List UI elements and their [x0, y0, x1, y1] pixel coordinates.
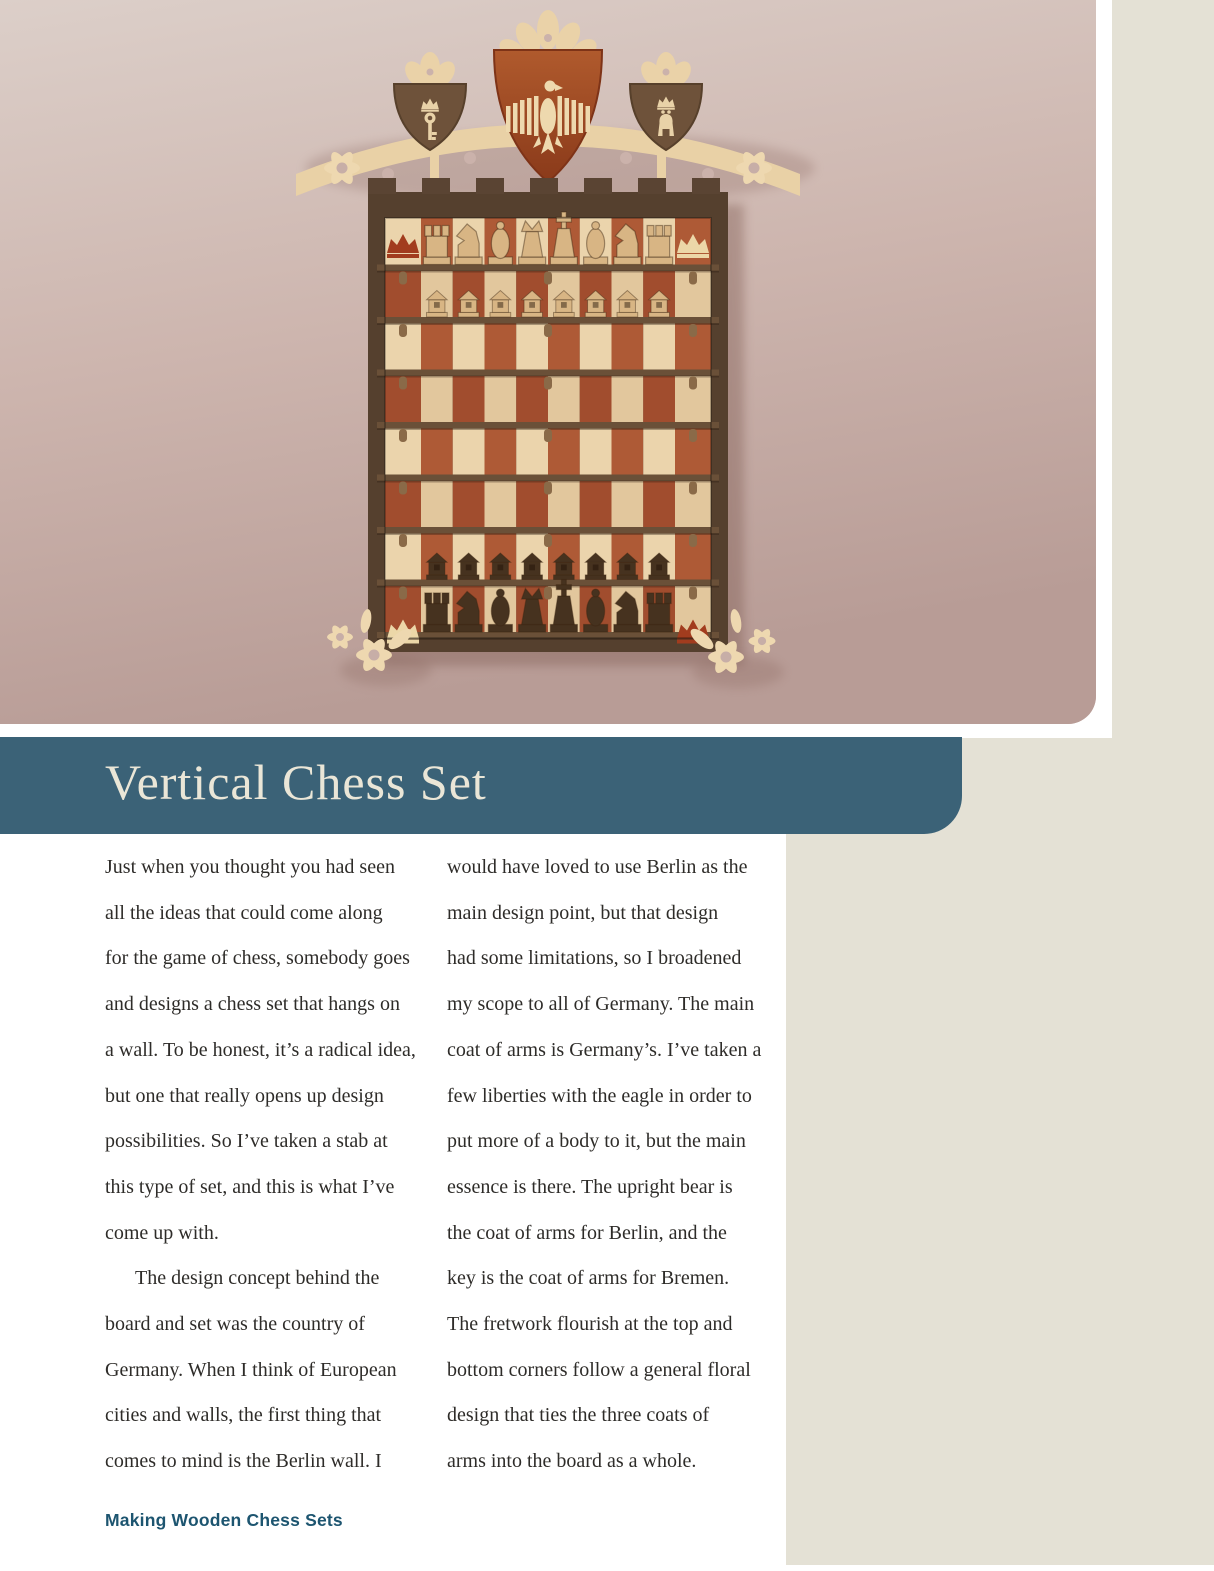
text-line: The design concept behind the	[105, 1267, 380, 1290]
text-line: my scope to all of Germany. The main	[447, 993, 755, 1016]
board-squares-and-pieces	[368, 178, 720, 644]
text-line: come up with.	[105, 1221, 219, 1244]
text-line: few liberties with the eagle in order to	[447, 1084, 752, 1107]
text-line: for the game of chess, somebody goes	[105, 947, 410, 970]
text-line: had some limitations, so I broadened	[447, 947, 742, 970]
text-line: main design point, but that design	[447, 901, 719, 924]
text-line: The fretwork flourish at the top and	[447, 1313, 733, 1336]
text-line: Germany. When I think of European	[105, 1358, 397, 1381]
text-line: all the ideas that could come along	[105, 901, 383, 924]
text-line: coat of arms is Germany’s. I’ve taken a	[447, 1038, 762, 1061]
text-line: the coat of arms for Berlin, and the	[447, 1221, 727, 1244]
text-line: a wall. To be honest, it’s a radical idea,	[105, 1038, 416, 1061]
text-line: this type of set, and this is what I’ve	[105, 1175, 395, 1198]
text-line: and designs a chess set that hangs on	[105, 993, 400, 1016]
text-line: would have loved to use Berlin as the	[447, 856, 748, 878]
text-line: cities and walls, the first thing that	[105, 1404, 382, 1427]
article-column-1	[105, 845, 440, 1485]
chapter-title-banner	[0, 737, 962, 834]
text-line: Just when you thought you had seen	[105, 856, 395, 878]
page-title: Vertical Chess Set	[105, 753, 487, 810]
text-line: key is the coat of arms for Bremen.	[447, 1267, 730, 1290]
text-line: comes to mind is the Berlin wall. I	[105, 1450, 382, 1473]
text-line: board and set was the country of	[105, 1313, 365, 1336]
text-line: arms into the board as a whole.	[447, 1450, 697, 1473]
text-line: design that ties the three coats of	[447, 1404, 710, 1427]
text-line: possibilities. So I’ve taken a stab at	[105, 1130, 388, 1153]
text-line: but one that really opens up design	[105, 1084, 384, 1107]
article-column-2	[447, 845, 782, 1485]
project-photo-vertical-chess-set	[0, 0, 1104, 732]
text-line: put more of a body to it, but the main	[447, 1130, 746, 1153]
lower-right-panel	[786, 738, 1214, 1565]
book-title-footer: Making Wooden Chess Sets	[105, 1510, 343, 1530]
text-line: essence is there. The upright bear is	[447, 1175, 733, 1198]
chess-board	[368, 178, 728, 652]
text-line: bottom corners follow a general floral	[447, 1358, 751, 1381]
